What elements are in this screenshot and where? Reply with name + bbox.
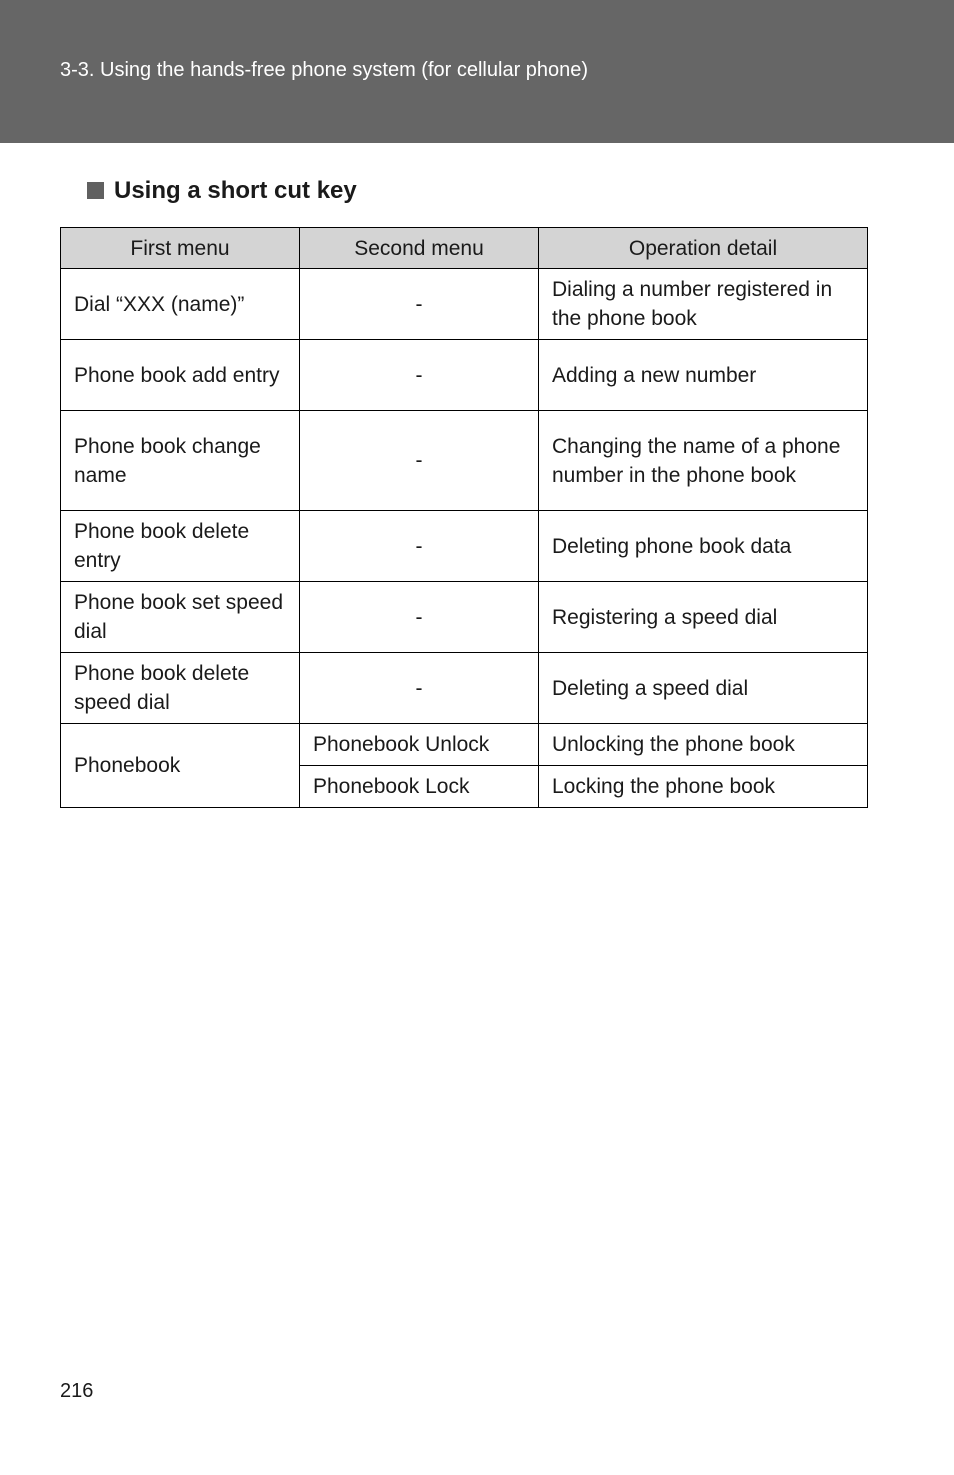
table-row xyxy=(61,511,868,582)
shortcut-key-table xyxy=(60,227,868,808)
first-menu-cell: Phone book delete entry xyxy=(61,511,300,582)
second-menu-cell: - xyxy=(300,511,539,582)
second-menu-cell: Phonebook Unlock xyxy=(300,724,539,766)
section-heading-text: Using a short cut key xyxy=(114,177,357,204)
table-row xyxy=(61,653,868,724)
operation-detail-cell: Adding a new number xyxy=(539,340,868,411)
second-menu-cell: - xyxy=(300,269,539,340)
first-menu-cell-phonebook: Phonebook xyxy=(61,724,300,808)
table-row xyxy=(61,340,868,411)
table-row xyxy=(61,582,868,653)
column-header-first-menu: First menu xyxy=(61,228,300,269)
first-menu-cell: Dial “XXX (name)” xyxy=(61,269,300,340)
operation-detail-cell: Unlocking the phone book xyxy=(539,724,868,766)
header-band xyxy=(0,0,954,143)
chapter-title: 3-3. Using the hands-free phone system (for cellular phone) xyxy=(60,59,589,81)
operation-detail-cell: Registering a speed dial xyxy=(539,582,868,653)
square-bullet-icon xyxy=(87,182,104,199)
column-header-operation-detail: Operation detail xyxy=(539,228,868,269)
operation-detail-cell: Locking the phone book xyxy=(539,766,868,808)
operation-detail-cell: Deleting a speed dial xyxy=(539,653,868,724)
page-number: 216 xyxy=(60,1380,94,1402)
second-menu-cell: - xyxy=(300,340,539,411)
first-menu-cell: Phone book set speed dial xyxy=(61,582,300,653)
second-menu-cell: Phonebook Lock xyxy=(300,766,539,808)
first-menu-cell: Phone book add entry xyxy=(61,340,300,411)
operation-detail-cell: Deleting phone book data xyxy=(539,511,868,582)
operation-detail-cell: Dialing a number registered in the phone book xyxy=(539,269,868,340)
first-menu-cell: Phone book delete speed dial xyxy=(61,653,300,724)
first-menu-cell: Phone book change name xyxy=(61,411,300,511)
second-menu-cell: - xyxy=(300,653,539,724)
table-row xyxy=(61,269,868,340)
section-heading xyxy=(87,177,357,205)
table-row xyxy=(61,724,868,766)
table-header-row xyxy=(61,228,868,269)
second-menu-cell: - xyxy=(300,582,539,653)
operation-detail-cell: Changing the name of a phone number in the phone book xyxy=(539,411,868,511)
second-menu-cell: - xyxy=(300,411,539,511)
table-row xyxy=(61,411,868,511)
column-header-second-menu: Second menu xyxy=(300,228,539,269)
